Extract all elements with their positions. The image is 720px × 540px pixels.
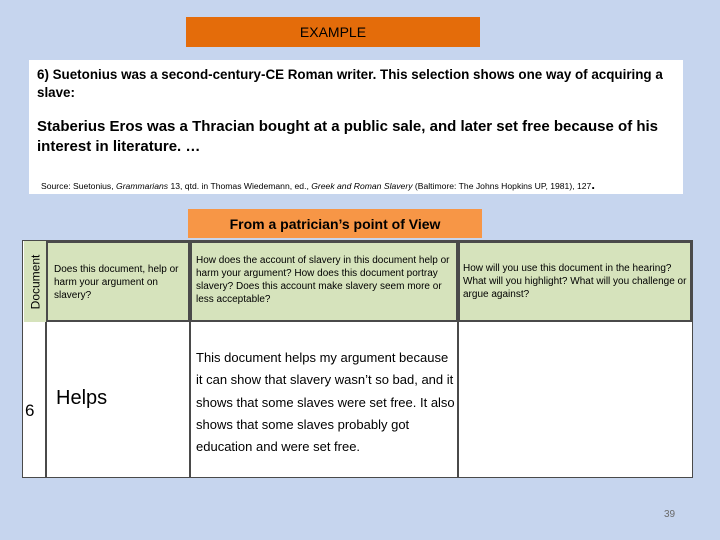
perspective-title: From a patrician’s point of View: [229, 215, 441, 232]
source-box: [29, 60, 683, 194]
example-banner: [186, 17, 480, 47]
question-account: How does the account of slavery in this document help or harm your argument? How does this document portray slavery? Does this account make slavery seem more or less acceptable?: [196, 255, 450, 305]
divider-1: [45, 322, 47, 477]
document-column-header: [24, 241, 46, 322]
citation-end: .: [591, 177, 595, 192]
question-hearing: How will you use this document in the hearing? What will you highlight? What will you challenge or argue against?: [463, 263, 687, 300]
citation-middle: 13, qtd. in Thomas Wiedemann, ed.,: [168, 181, 312, 191]
help-harm-answer[interactable]: Helps: [56, 387, 108, 409]
question-hearing-cell: [458, 241, 692, 322]
document-number: 6: [25, 401, 35, 420]
divider-2: [189, 322, 191, 477]
document-label: Document: [28, 254, 43, 309]
example-title: EXAMPLE: [299, 24, 367, 40]
citation-suffix: (Baltimore: The Johns Hopkins UP, 1981), 127: [412, 181, 592, 191]
source-quote: Staberius Eros was a Thracian bought at a public sale, and later set free because of his interest in literature. …: [37, 118, 659, 155]
question-account-cell: [190, 241, 458, 322]
perspective-banner: [188, 209, 482, 238]
citation-work-slavery: Greek and Roman Slavery: [311, 181, 413, 191]
hearing-answer-cell[interactable]: [459, 324, 692, 477]
source-intro: 6) Suetonius was a second-century-CE Roman writer. This selection shows one way of acquiring a slave:: [37, 67, 663, 100]
citation-prefix: Source: Suetonius,: [41, 181, 117, 191]
question-help-harm-cell: [46, 241, 190, 322]
citation-work-grammarians: Grammarians: [116, 181, 169, 191]
account-explanation[interactable]: This document helps my argument because it can show that slavery wasn’t so bad, and it shows that some slaves were set free. It also shows that some slaves probably got education and were set free.: [196, 350, 455, 455]
analysis-table: [22, 240, 693, 478]
question-help-harm: Does this document, help or harm your argument on slavery?: [54, 264, 179, 301]
source-citation: [41, 177, 681, 192]
page-number: 39: [664, 509, 676, 520]
